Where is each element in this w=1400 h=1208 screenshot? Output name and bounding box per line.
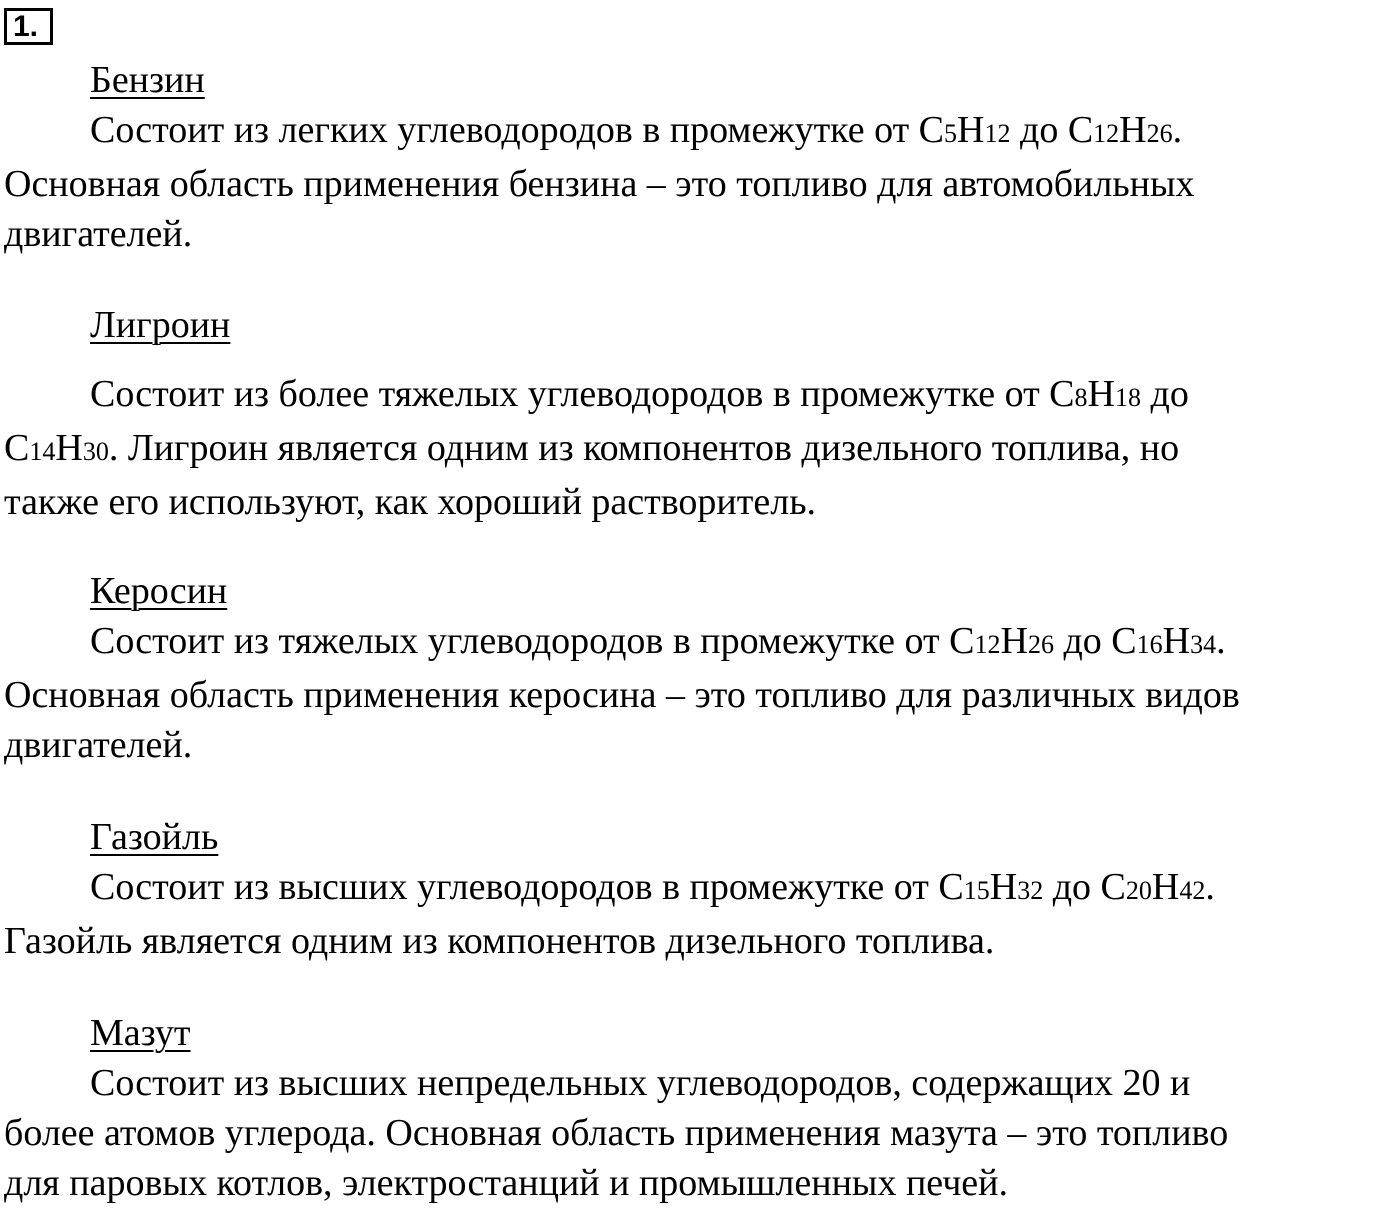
text-segment: Основная область применения бензина – это топливо для автомобильных (4, 163, 1195, 205)
formula-subscript: 15 (963, 876, 990, 905)
text-segment: Н (1119, 109, 1147, 151)
section-kerosin (4, 566, 1396, 770)
formula-subscript: 32 (1017, 876, 1044, 905)
formula-subscript: 26 (1146, 119, 1173, 148)
text-segment: до (1140, 373, 1189, 415)
text-segment: двигателей. (4, 724, 193, 766)
formula-subscript: 16 (1136, 630, 1163, 659)
section-paragraph (4, 616, 1396, 770)
text-segment: Н (1151, 866, 1180, 908)
text-line (4, 670, 1396, 720)
text-segment: . Лигроин является одним из компонентов дизельного топлива, но (108, 427, 1180, 469)
text-segment: Состоит из тяжелых углеводородов в промежутке от С (90, 620, 975, 662)
text-segment: Основная область применения керосина – это топливо для различных видов (4, 674, 1240, 716)
formula-subscript: 12 (984, 119, 1011, 148)
text-line (4, 916, 1396, 966)
section-paragraph (4, 105, 1396, 259)
text-segment: также его используют, как хороший растворитель. (4, 481, 817, 523)
formula-subscript: 34 (1190, 630, 1217, 659)
formula-subscript: 14 (29, 437, 56, 466)
section-paragraph (4, 369, 1396, 527)
text-line (4, 159, 1396, 209)
text-segment: Н (989, 866, 1018, 908)
text-segment: . (1205, 866, 1215, 908)
text-segment: . (1216, 620, 1226, 662)
formula-subscript: 30 (82, 437, 109, 466)
section-ligroin (4, 300, 1396, 527)
text-segment: Газойль является одним из компонентов дизельного топлива. (4, 920, 995, 962)
section-heading: Мазут (90, 1012, 191, 1054)
text-segment: Н (55, 427, 83, 469)
text-segment: Состоит из более тяжелых углеводородов в промежутке от С (90, 373, 1075, 415)
section-gazoil (4, 812, 1396, 966)
text-segment: Состоит из высших углеводородов в промежутке от С (90, 866, 964, 908)
text-line (4, 105, 1396, 159)
section-benzin (4, 55, 1396, 259)
formula-subscript: 8 (1074, 383, 1088, 412)
text-line (4, 720, 1396, 770)
text-segment: Н (957, 109, 985, 151)
text-segment: двигателей. (4, 213, 193, 255)
text-line (4, 862, 1396, 916)
formula-subscript: 18 (1114, 383, 1141, 412)
text-segment: Состоит из легких углеводородов в промежутке от С (90, 109, 945, 151)
formula-subscript: 26 (1027, 630, 1054, 659)
text-line (4, 209, 1396, 259)
section-heading: Бензин (90, 59, 205, 101)
formula-subscript: 12 (974, 630, 1001, 659)
text-segment: до С (1053, 620, 1137, 662)
text-line (4, 1158, 1396, 1208)
text-line (4, 1108, 1396, 1158)
text-segment: С (4, 427, 30, 469)
text-segment: более атомов углерода. Основная область применения мазута – это топливо (4, 1112, 1229, 1154)
text-segment: Н (1087, 373, 1115, 415)
text-line (4, 616, 1396, 670)
text-segment: Н (1000, 620, 1028, 662)
text-segment: до С (1010, 109, 1094, 151)
text-segment: . (1172, 109, 1183, 151)
text-line (4, 1058, 1396, 1108)
text-segment: для паровых котлов, электростанций и промышленных печей. (4, 1162, 1009, 1204)
formula-subscript: 42 (1179, 876, 1206, 905)
formula-subscript: 20 (1125, 876, 1152, 905)
text-segment: Состоит из высших непредельных углеводородов, содержащих 20 и (90, 1062, 1191, 1104)
text-segment: Н (1162, 620, 1191, 662)
task-number-box (4, 8, 53, 45)
section-paragraph (4, 862, 1396, 966)
section-heading: Лигроин (90, 304, 231, 346)
section-mazut (4, 1008, 1396, 1208)
text-segment: до С (1043, 866, 1126, 908)
section-paragraph (4, 1058, 1396, 1208)
text-line (4, 369, 1396, 423)
section-heading: Газойль (90, 816, 219, 858)
formula-subscript: 12 (1093, 119, 1120, 148)
text-line (4, 477, 1396, 527)
task-number: 1. (13, 10, 39, 43)
text-line (4, 423, 1396, 477)
formula-subscript: 5 (944, 119, 958, 148)
section-heading: Керосин (90, 570, 228, 612)
